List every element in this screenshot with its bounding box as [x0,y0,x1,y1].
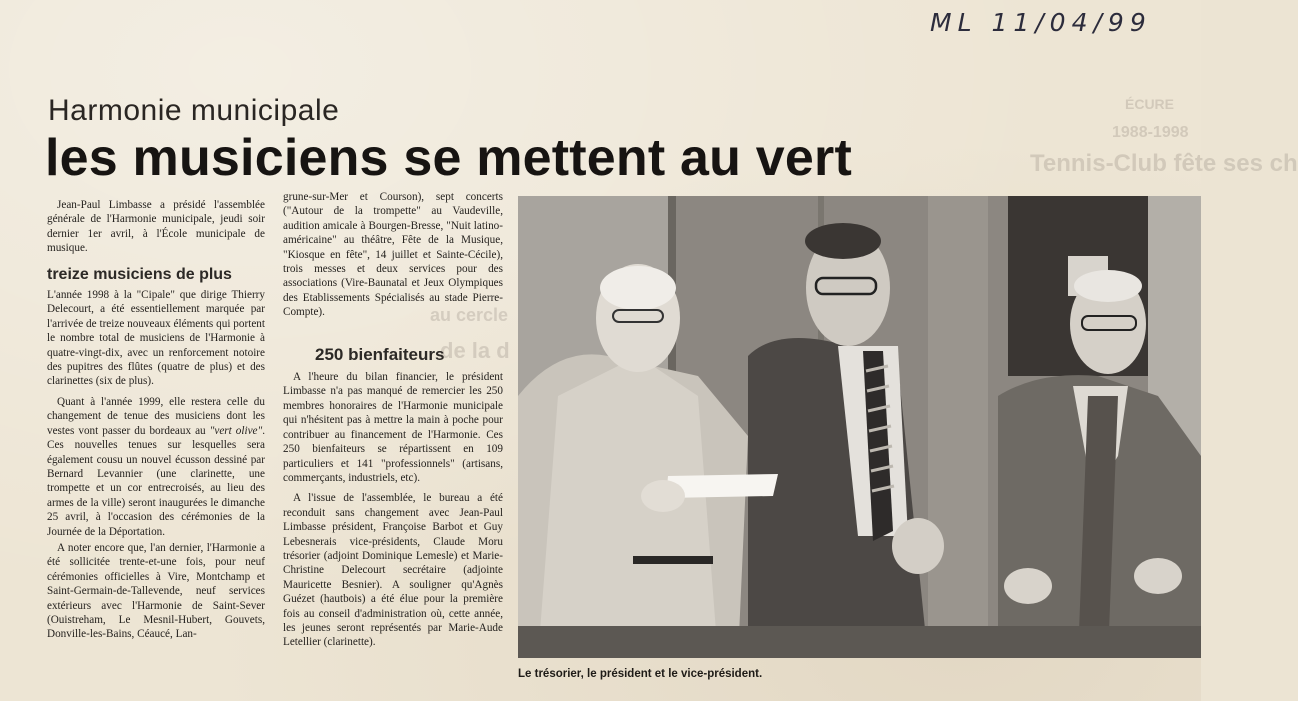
italic-text-run: "vert olive" [209,424,263,437]
bleed-through-text-3: 1988-1998 [1112,124,1189,141]
photo-illustration [518,196,1201,658]
handwritten-date-note: ML 11/04/99 [930,8,1152,37]
article-column-2 [283,190,503,652]
paragraph: A noter encore que, l'an dernier, l'Harmonie a été sollicitée trente-et-une fois, pour neuf cérémonies officielles à Vire, Montchamp et Saint-Germain-de-Tallevende, neuf services extérieurs avec l'Harmonie de Saint-Sever (Ouistreham, Le Mesnil-Hubert, Gouvets, Donville-les-Bains, Céaucé, Lan- [47,541,265,641]
bleed-through-text-4: au cercle [430,305,509,325]
paragraph: grune-sur-Mer et Courson), sept concerts ("Autour de la trompette" au Vaudeville, audition amicale à Bourgen-Bresse, "Nuit latino-américaine" au théâtre, Fête de la Musique, "Kiosque en fête", 14 juillet et Sainte-Cécile), trois messes et deux services pour des associations (Vire-Baunatal et Jeux Olympiques des Etablissements Spécialisés au stade Pierre-Compte). [283,191,503,319]
bleed-through-text-1: ÉCURE [1125,96,1175,112]
paragraph: A l'heure du bilan financier, le président Limbasse n'a pas manqué de remercier les 250 membres honoraires de l'Harmonie municipale qui n'hésitent pas à mettre la main à poche pour contribuer au financement de l'Harmonie. Ces 250 bienfaiteurs se répartissent en 109 particuliers et 141 "professionnels" (artisans, commerçants, industriels, etc). [283,371,503,484]
text-run: Quant à l'année 1999, elle restera celle du changement de tenue des musiciens dont les vestes vont passer du bordeaux au [47,395,265,437]
paragraph [47,395,265,539]
paragraph: L'année 1998 à la "Cipale" que dirige Thierry Delecourt, a été essentiellement marquée par l'arrivée de treize nouveaux éléments qui portent le nombre total de musiciens de l'Harmonie à quatre-vingt-dix, avec un renforcement notoire des pupitres des flûtes (quatre de plus) et des clarinettes (six de plus). [47,289,265,388]
text-run: . Ces nouvelles tenues sur lesquelles sera également cousu un nouvel écusson dessiné par Bernard Levannier (une clarinette, une trompette et un cor entrecroisés, au lieu des armes de la ville) seront inaugurées le dimanche 25 avril, à l'occasion des cérémonies de la Journée de la Déportation. [47,424,265,538]
subhead-250-bienfaiteurs: 250 bienfaiteurs [315,344,445,364]
bleed-through-text-2: Tennis-Club fête ses ch [1030,150,1298,177]
subhead-treize-musiciens: treize musiciens de plus [47,265,232,283]
article-column-1 [47,198,265,644]
photo-caption: Le trésorier, le président et le vice-président. [518,668,763,680]
article-kicker: Harmonie municipale [48,94,340,127]
article-headline: les musiciens se mettent au vert [45,129,852,187]
article-photo [518,196,1201,658]
bleed-through-text-5: de la d [440,338,510,363]
article-intro: Jean-Paul Limbasse a présidé l'assemblée générale de l'Harmonie municipale, jeudi soir dernier 1er avril, à l'École municipale de musique. [47,199,265,255]
paragraph: A l'issue de l'assemblée, le bureau a été reconduit sans changement avec Jean-Paul Limbasse président, Françoise Barbot et Guy Lebesnerais vice-présidents, Claude Moru trésorier (adjoint Dominique Lemesle) et Marie-Christine Delecourt secrétaire (adjointe Mauricette Besnier). A souligner qu'Agnès Guézet (hautbois) a été élue pour la première fois au conseil d'administration où, cette année, les jeunes seront représentés par Marie-Aude Letellier (clarinette). [283,492,503,649]
